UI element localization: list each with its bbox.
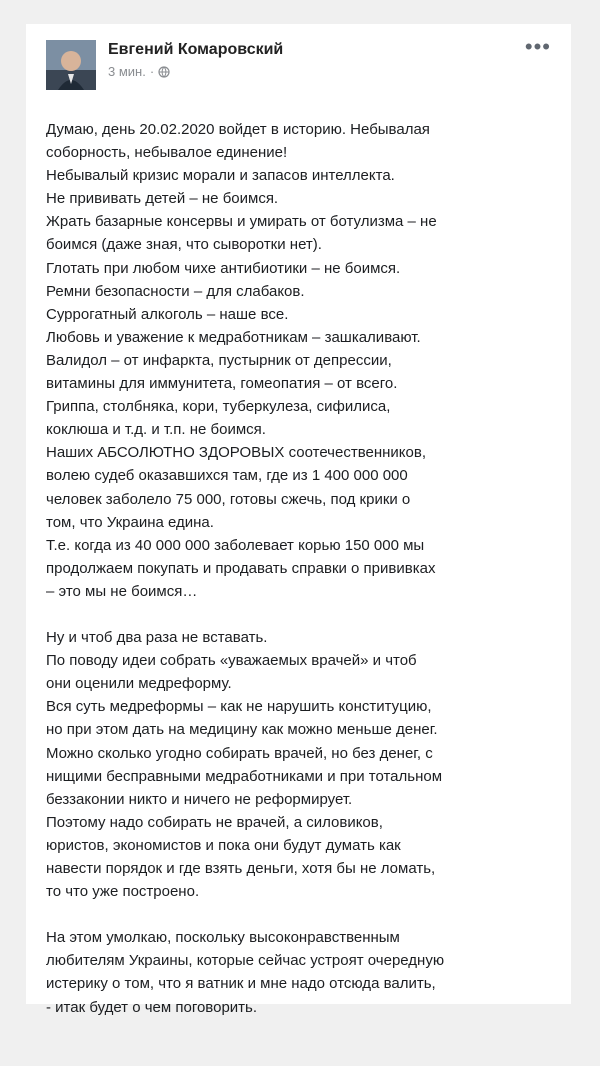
post-text-line: юристов, экономистов и пока они будут думать как	[46, 836, 401, 854]
post-text-line: Любовь и уважение к медработникам – зашкаливают.	[46, 328, 421, 346]
post-text-line: боимся (даже зная, что сыворотки нет).	[46, 236, 322, 254]
post-text-line: Не прививать детей – не боимся.	[46, 190, 279, 208]
post-text-line: Глотать при любом чихе антибиотики – не боимся.	[46, 259, 401, 277]
post-text-line: Думаю, день 20.02.2020 войдет в историю. Небывалая	[46, 121, 430, 138]
post-text-line: навести порядок и где взять деньги, хотя бы не ломать,	[46, 860, 436, 877]
post-meta	[108, 64, 170, 79]
post-text-line: человек заболело 75 000, готовы сжечь, под крики о	[46, 490, 411, 508]
post-text-line: На этом умолкаю, поскольку высоконравственным	[46, 929, 400, 947]
post-text-line: волею судеб оказавшихся там, где из 1 400 000 000	[46, 467, 408, 485]
post-text-line: Поэтому надо собирать не врачей, а силовиков,	[46, 813, 383, 831]
post-text-line: любителям Украины, которые сейчас устроят очередную	[46, 952, 445, 970]
post-text-line: Т.е. когда из 40 000 000 заболевает корью 150 000 мы	[46, 536, 425, 554]
author-name[interactable]: Евгений Комаровский	[108, 41, 284, 58]
post-time[interactable]: 3 мин.	[108, 64, 146, 79]
meta-separator: ·	[149, 64, 155, 79]
globe-icon	[158, 66, 170, 78]
post-text-line: Можно сколько угодно собирать врачей, но без денег, с	[46, 744, 433, 762]
post-text-line: витамины для иммунитета, гомеопатия – от всего.	[46, 375, 398, 393]
post-header	[46, 36, 551, 94]
paragraph-gap	[46, 903, 566, 926]
post-text-line: Наших АБСОЛЮТНО ЗДОРОВЫХ соотечественников,	[46, 444, 427, 462]
post-text-line: Валидол – от инфаркта, пустырник от депрессии,	[46, 351, 392, 369]
post-text-line: Суррогатный алкоголь – наше все.	[46, 305, 289, 323]
post-card	[26, 24, 571, 1016]
post-text-line: они оценили медреформу.	[46, 675, 232, 693]
post-text	[46, 118, 566, 1019]
more-options-icon[interactable]: •••	[524, 34, 551, 59]
avatar-photo-icon	[46, 40, 96, 90]
post-text-line: но при этом дать на медицину как можно меньше денег.	[46, 721, 438, 739]
post-text-line: беззаконии никто и ничего не реформирует.	[46, 790, 353, 808]
paragraph-gap	[46, 603, 566, 626]
post-text-line: продолжаем покупать и продавать справки о прививках	[46, 559, 436, 577]
post-text-line: то что уже построено.	[46, 883, 200, 901]
post-text-line: По поводу идеи собрать «уважаемых врачей» и чтоб	[46, 652, 417, 670]
post-text-line: - итак будет о чем поговорить.	[46, 998, 258, 1016]
post-text-line: том, что Украина едина.	[46, 513, 214, 531]
post-text-line: нищими бесправными медработниками и при тотальном	[46, 767, 443, 785]
author-avatar[interactable]	[46, 40, 96, 90]
post-text-line: Ну и чтоб два раза не вставать.	[46, 629, 268, 647]
post-text-line: – это мы не боимся…	[46, 582, 198, 600]
post-text-line: коклюша и т.д. и т.п. не боимся.	[46, 421, 266, 439]
post-text-line: истерику о том, что я ватник и мне надо отсюда валить,	[46, 975, 436, 993]
post-text-line: Вся суть медреформы – как не нарушить конституцию,	[46, 698, 432, 716]
post-text-line: Гриппа, столбняка, кори, туберкулеза, сифилиса,	[46, 398, 391, 416]
post-text-line: Небывалый кризис морали и запасов интеллекта.	[46, 167, 395, 185]
post-text-line: соборность, небывалое единение!	[46, 144, 288, 162]
post-text-line: Ремни безопасности – для слабаков.	[46, 282, 305, 300]
post-text-line: Жрать базарные консервы и умирать от ботулизма – не	[46, 213, 437, 231]
